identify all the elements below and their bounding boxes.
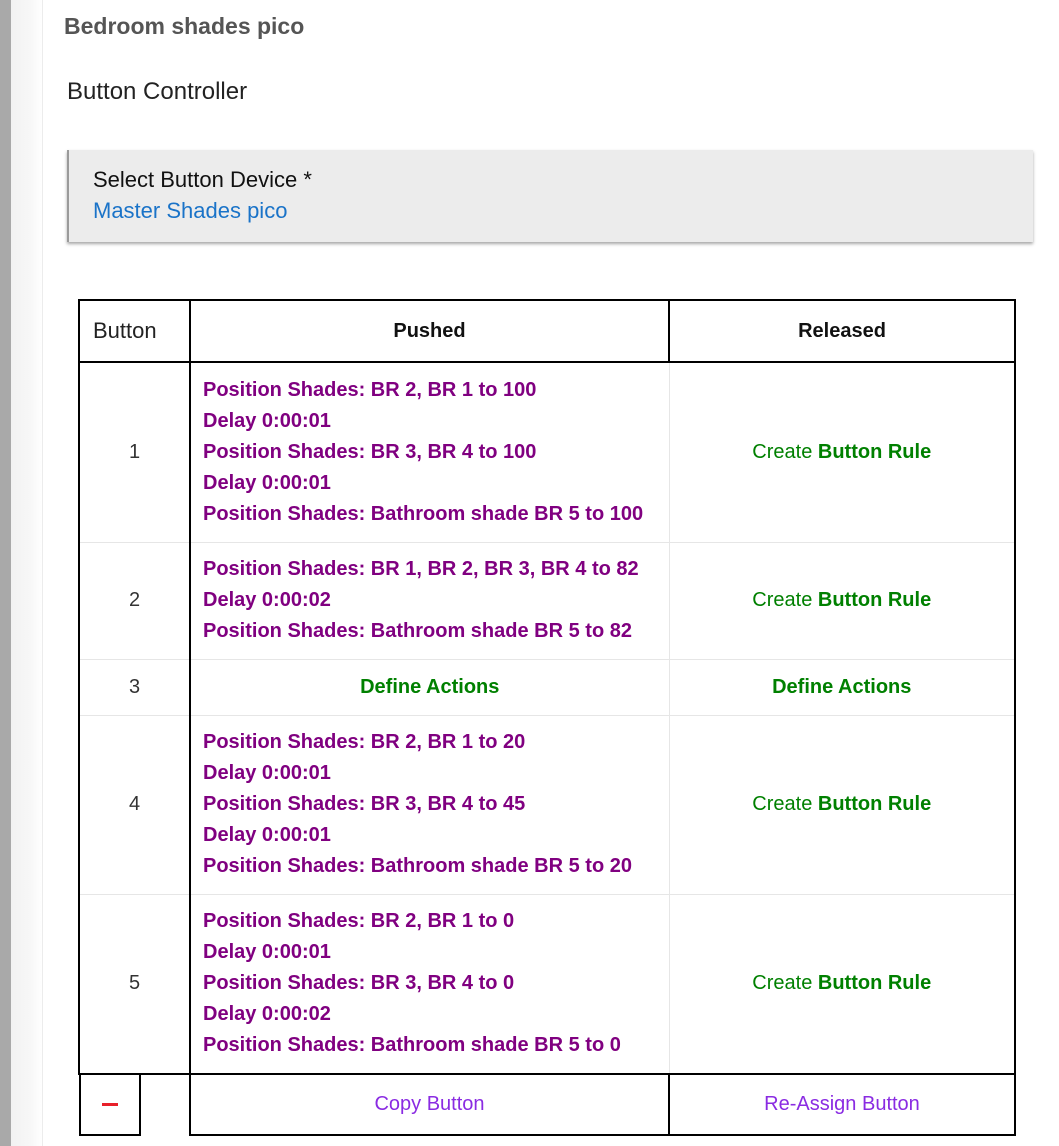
selected-device-link[interactable]: Master Shades pico [93, 198, 288, 223]
pushed-actions[interactable] [190, 542, 669, 659]
action-line[interactable]: Position Shades: BR 3, BR 4 to 45 [203, 793, 526, 815]
create-prefix: Create [752, 589, 818, 611]
header-button: Button [79, 300, 190, 362]
device-selector[interactable] [67, 150, 1033, 242]
action-line[interactable]: Position Shades: Bathroom shade BR 5 to 0 [203, 1034, 621, 1057]
action-line[interactable]: Position Shades: BR 2, BR 1 to 0 [203, 910, 515, 933]
define-actions-link[interactable] [360, 676, 499, 698]
create-bold: Button Rule [817, 440, 932, 463]
define-bold: Actions [426, 675, 500, 698]
create-prefix: Create [752, 440, 818, 463]
action-line[interactable]: Delay 0:00:01 [203, 762, 331, 784]
action-line[interactable]: Delay 0:00:01 [203, 409, 331, 432]
button-number: 2 [79, 542, 190, 659]
released-cell [669, 894, 1015, 1074]
left-gutter [0, 0, 11, 1146]
action-line[interactable]: Position Shades: BR 2, BR 1 to 20 [203, 731, 526, 753]
create-prefix: Create [752, 972, 818, 995]
create-bold: Button Rule [817, 972, 932, 995]
minus-icon[interactable] [102, 1103, 118, 1106]
button-number: 4 [79, 715, 190, 894]
left-divider [42, 0, 43, 1146]
action-line[interactable]: Position Shades: BR 1, BR 2, BR 3, BR 4 to 82 [203, 558, 639, 580]
table-row [79, 894, 1015, 1074]
create-bold: Button Rule [817, 589, 932, 611]
create-button-rule-link[interactable] [752, 793, 931, 815]
table-row [79, 542, 1015, 659]
create-bold: Button Rule [817, 793, 932, 815]
create-prefix: Create [752, 793, 818, 815]
action-line[interactable]: Position Shades: Bathroom shade BR 5 to 82 [203, 620, 632, 642]
create-button-rule-link[interactable] [752, 589, 931, 611]
section-label: Button Controller [67, 78, 248, 105]
table-row [79, 715, 1015, 894]
define-prefix: Define [772, 675, 839, 698]
action-line[interactable]: Delay 0:00:01 [203, 471, 331, 494]
button-number: 3 [79, 659, 190, 715]
left-shadow [11, 0, 43, 1146]
create-button-rule-link[interactable] [752, 441, 931, 463]
action-line[interactable]: Position Shades: Bathroom shade BR 5 to 20 [203, 855, 632, 877]
released-cell [669, 542, 1015, 659]
table-row [79, 362, 1015, 542]
pushed-actions[interactable] [190, 894, 669, 1074]
action-line[interactable]: Position Shades: BR 3, BR 4 to 100 [203, 440, 537, 463]
button-number: 5 [79, 894, 190, 1074]
copy-button[interactable]: Copy Button [190, 1074, 669, 1135]
reassign-button[interactable]: Re-Assign Button [669, 1074, 1015, 1135]
released-cell [669, 362, 1015, 542]
pushed-actions[interactable] [190, 362, 669, 542]
action-line[interactable]: Delay 0:00:02 [203, 1003, 331, 1026]
table-header-row [79, 300, 1015, 362]
pushed-actions[interactable] [190, 715, 669, 894]
create-button-rule-link[interactable] [752, 972, 931, 994]
released-cell [669, 659, 1015, 715]
button-number: 1 [79, 362, 190, 542]
action-line[interactable]: Delay 0:00:01 [203, 824, 331, 846]
action-line[interactable]: Position Shades: Bathroom shade BR 5 to 100 [203, 502, 644, 525]
released-cell [669, 715, 1015, 894]
action-line[interactable]: Delay 0:00:01 [203, 941, 331, 964]
device-selector-label: Select Button Device * [93, 167, 312, 192]
define-prefix: Define [360, 675, 427, 698]
table-footer-row [79, 1074, 1015, 1135]
remove-box [79, 1075, 141, 1136]
pushed-cell [190, 659, 669, 715]
action-line[interactable]: Position Shades: BR 2, BR 1 to 100 [203, 378, 537, 401]
action-line[interactable]: Position Shades: BR 3, BR 4 to 0 [203, 972, 515, 995]
define-actions-link[interactable] [772, 676, 911, 698]
remove-cell [79, 1074, 190, 1135]
page-title: Bedroom shades pico [64, 13, 305, 39]
action-line[interactable]: Delay 0:00:02 [203, 589, 331, 611]
header-released: Released [669, 300, 1015, 362]
button-table [78, 299, 1016, 1136]
define-bold: Actions [838, 675, 912, 698]
table-row [79, 659, 1015, 715]
header-pushed: Pushed [190, 300, 669, 362]
